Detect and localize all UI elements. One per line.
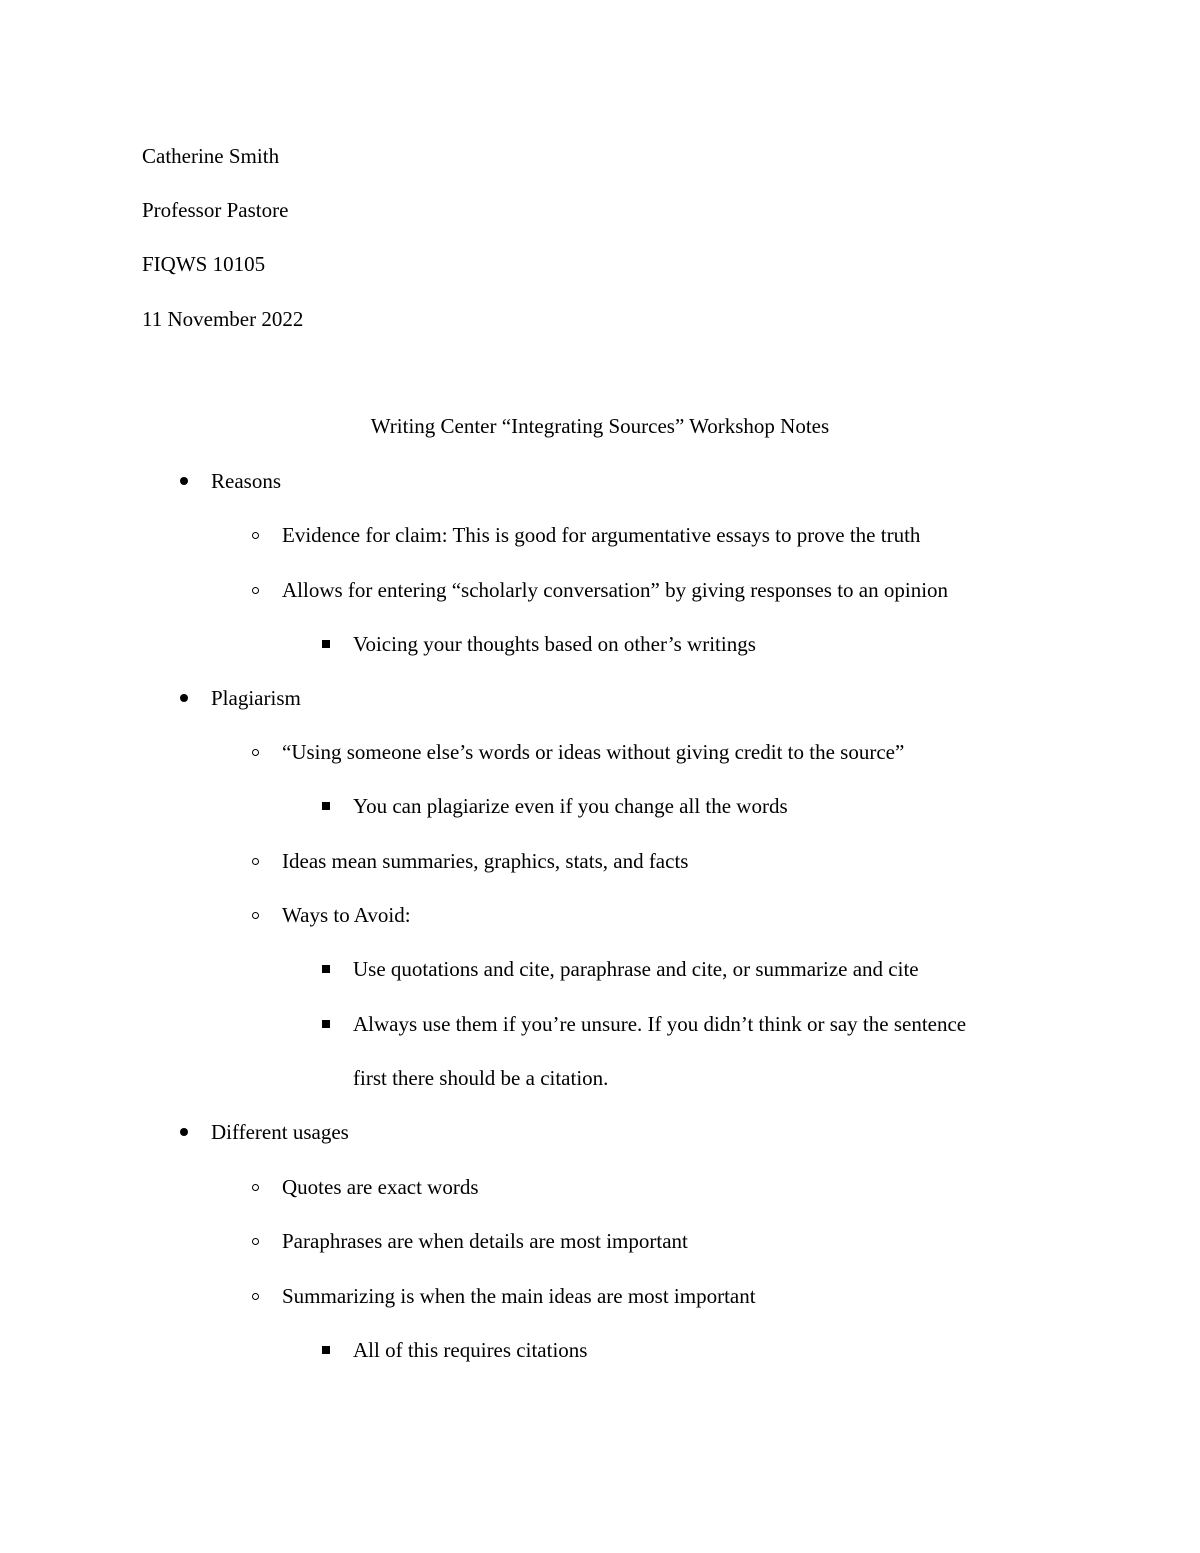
subbullet-scholarly bbox=[282, 576, 948, 604]
subbullet-label: Ways to Avoid: bbox=[282, 903, 411, 927]
subbullet-paraphrases bbox=[282, 1227, 688, 1255]
square-bullet-icon bbox=[317, 1010, 335, 1038]
subbullet-ways bbox=[282, 901, 411, 929]
filled-bullet-icon bbox=[175, 1118, 193, 1146]
subsubbullet-label: Always use them if you’re unsure. If you didn’t think or say the sentence bbox=[353, 1012, 967, 1036]
filled-bullet-icon bbox=[175, 467, 193, 495]
square-bullet-icon bbox=[317, 955, 335, 983]
subbullet-label: Allows for entering “scholarly conversation” by giving responses to an opinion bbox=[282, 578, 949, 602]
course-code: FIQWS 10105 bbox=[142, 252, 266, 276]
hollow-bullet-icon bbox=[246, 1227, 264, 1255]
square-bullet-icon bbox=[317, 630, 335, 658]
hollow-bullet-icon bbox=[246, 901, 264, 929]
subsubbullet-voicing bbox=[353, 630, 756, 658]
bullet-usages bbox=[211, 1118, 349, 1146]
filled-bullet-icon bbox=[175, 684, 193, 712]
subbullet-label: Paraphrases are when details are most important bbox=[282, 1229, 688, 1253]
subbullet-label: Evidence for claim: This is good for argumentative essays to prove the truth bbox=[282, 523, 921, 547]
subsubbullet-label: Use quotations and cite, paraphrase and cite, or summarize and cite bbox=[353, 957, 919, 981]
subbullet-evidence bbox=[282, 521, 920, 549]
document-date: 11 November 2022 bbox=[142, 307, 304, 331]
subbullet-label: Summarizing is when the main ideas are most important bbox=[282, 1284, 756, 1308]
subbullet-quotes bbox=[282, 1173, 479, 1201]
square-bullet-icon bbox=[317, 792, 335, 820]
hollow-bullet-icon bbox=[246, 738, 264, 766]
hollow-bullet-icon bbox=[246, 576, 264, 604]
subbullet-ideas bbox=[282, 847, 688, 875]
bullet-plagiarism bbox=[211, 684, 301, 712]
subsubbullet-label: All of this requires citations bbox=[353, 1338, 588, 1362]
subbullet-label: “Using someone else’s words or ideas without giving credit to the source” bbox=[282, 740, 905, 764]
subsubbullet-change-words bbox=[353, 792, 788, 820]
subbullet-label: Quotes are exact words bbox=[282, 1175, 479, 1199]
subbullet-label: Ideas mean summaries, graphics, stats, and facts bbox=[282, 849, 689, 873]
subsubbullet-continuation: first there should be a citation. bbox=[353, 1066, 609, 1090]
professor-name: Professor Pastore bbox=[142, 198, 289, 222]
subsubbullet-citations bbox=[353, 1336, 587, 1364]
hollow-bullet-icon bbox=[246, 847, 264, 875]
document-title: Writing Center “Integrating Sources” Workshop Notes bbox=[370, 414, 830, 438]
subsubbullet-label: Voicing your thoughts based on other’s writings bbox=[353, 632, 756, 656]
subsubbullet-use-quotations bbox=[353, 955, 919, 983]
subsubbullet-always-use bbox=[353, 1010, 966, 1038]
author-name: Catherine Smith bbox=[142, 144, 280, 168]
square-bullet-icon bbox=[317, 1336, 335, 1364]
hollow-bullet-icon bbox=[246, 521, 264, 549]
bullet-label: Reasons bbox=[211, 469, 281, 493]
bullet-reasons bbox=[211, 467, 281, 495]
subbullet-definition bbox=[282, 738, 904, 766]
bullet-label: Different usages bbox=[211, 1120, 349, 1144]
subbullet-summarizing bbox=[282, 1282, 756, 1310]
subsubbullet-label: You can plagiarize even if you change all the words bbox=[353, 794, 788, 818]
hollow-bullet-icon bbox=[246, 1173, 264, 1201]
bullet-label: Plagiarism bbox=[211, 686, 301, 710]
hollow-bullet-icon bbox=[246, 1282, 264, 1310]
